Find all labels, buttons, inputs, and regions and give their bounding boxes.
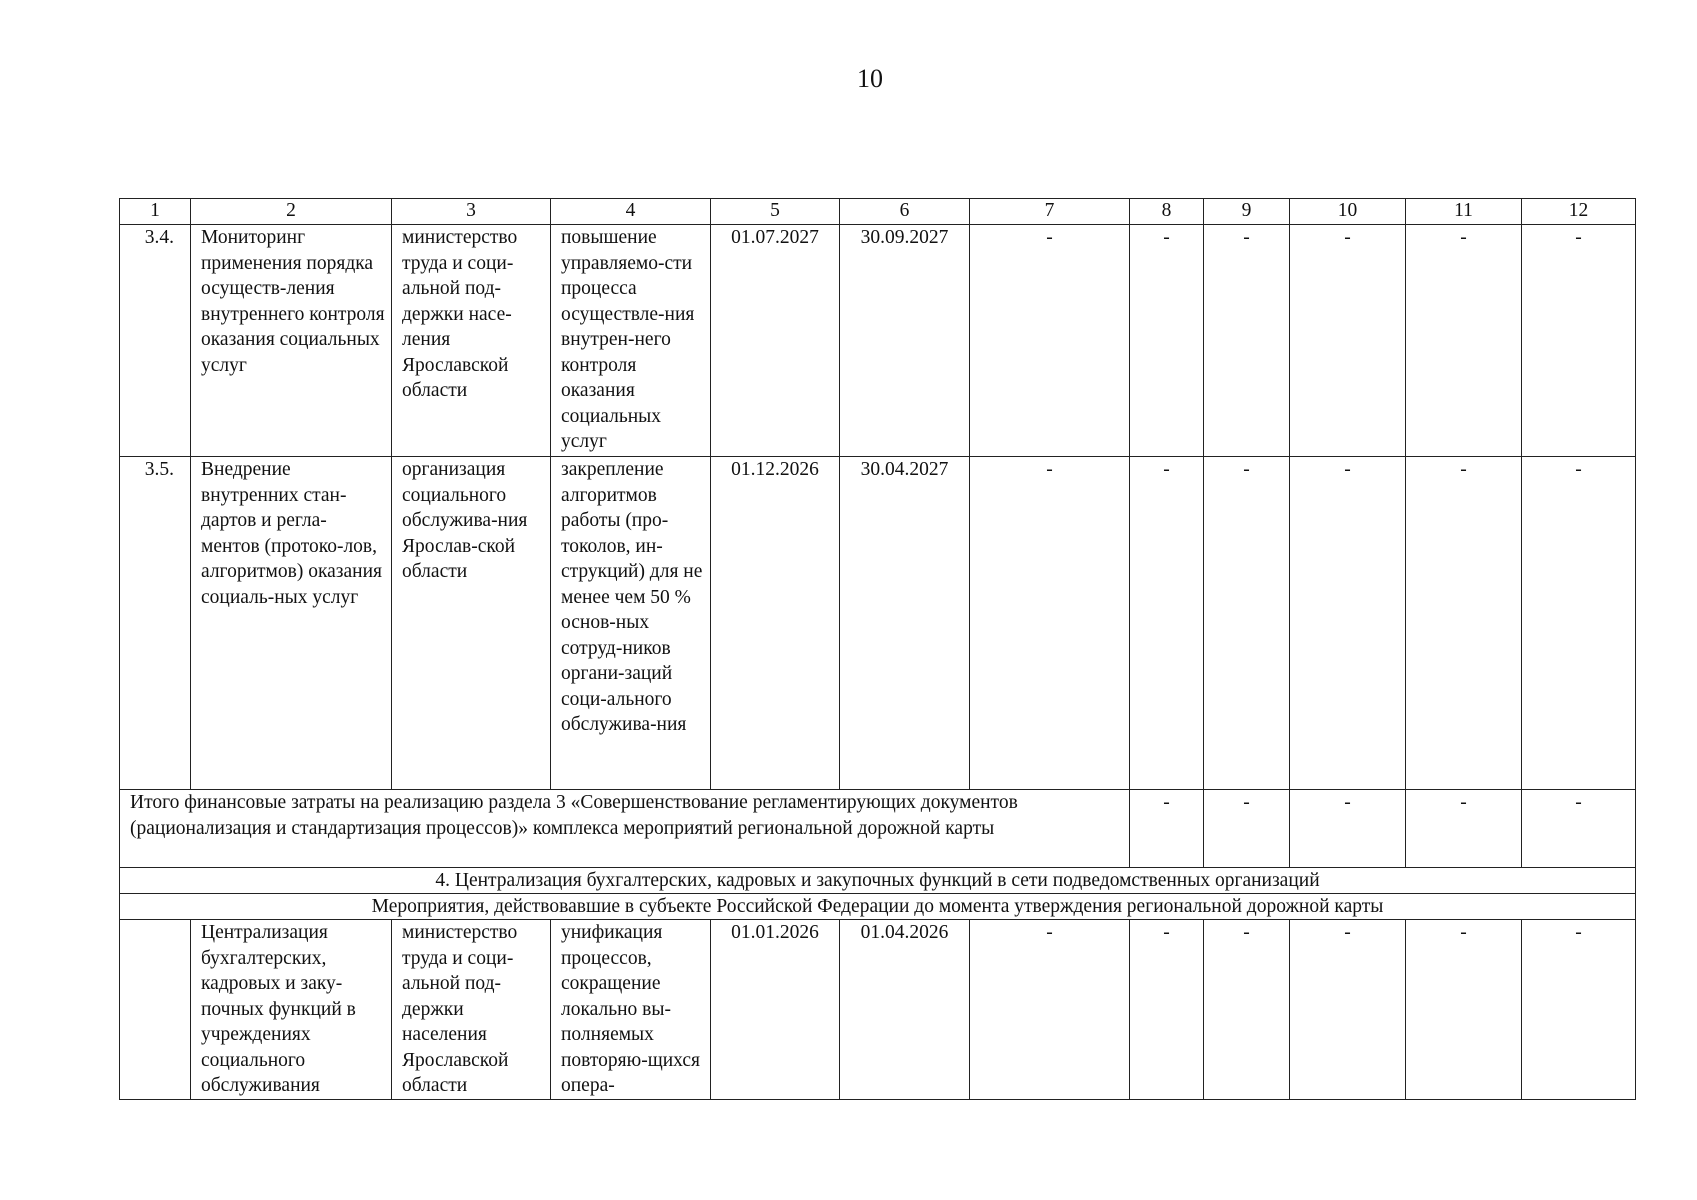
cost-cell: - [1204,920,1290,1100]
subsection-title: Мероприятия, действовавшие в субъекте Российской Федерации до момента утверждения региональной дорожной карты [120,894,1636,920]
total-label: Итого финансовые затраты на реализацию раздела 3 «Совершенствование регламентирующих документов (рационализация и стандартизация процессов)» комплекса мероприятий региональной дорожной карты [120,790,1130,868]
cost-cell: - [1204,225,1290,457]
cost-cell: - [1290,790,1406,868]
column-number: 8 [1130,199,1204,225]
column-number: 11 [1406,199,1522,225]
column-number: 6 [840,199,970,225]
row-number: 3.4. [120,225,191,457]
row-number: 3.5. [120,457,191,790]
responsible-cell: министерство труда и соци-альной под-держки насе-ления Ярославской области [392,225,551,457]
cost-cell: - [1406,225,1522,457]
cost-cell: - [1290,920,1406,1100]
total-row [120,790,1636,868]
cost-cell: - [1290,457,1406,790]
end-date-cell: 01.04.2026 [840,920,970,1100]
cost-cell: - [1130,920,1204,1100]
result-cell: повышение управляемо-сти процесса осуществле-ния внутрен-него контроля оказания социальных услуг [551,225,711,457]
cost-cell: - [1130,457,1204,790]
cost-cell: - [1406,790,1522,868]
section-title: 4. Централизация бухгалтерских, кадровых и закупочных функций в сети подведомственных организаций [120,868,1636,894]
column-number-row [120,199,1636,225]
cost-cell: - [1522,920,1636,1100]
cost-cell: - [1204,790,1290,868]
column-number: 2 [191,199,392,225]
cost-cell: - [1290,225,1406,457]
cost-cell: - [970,920,1130,1100]
cost-cell: - [1406,457,1522,790]
column-number: 7 [970,199,1130,225]
subsection-heading-row [120,894,1636,920]
result-cell: унификация процессов, сокращение локально вы-полняемых повторяю-щихся опера- [551,920,711,1100]
table-row [120,920,1636,1100]
responsible-cell: министерство труда и соци-альной под-держки населения Ярославской области [392,920,551,1100]
cost-cell: - [1130,225,1204,457]
row-number [120,920,191,1100]
roadmap-table [119,198,1636,1100]
cost-cell: - [1522,790,1636,868]
column-number: 12 [1522,199,1636,225]
measure-cell: Внедрение внутренних стан-дартов и регла-ментов (протоко-лов, алгоритмов) оказания социаль-ных услуг [191,457,392,790]
column-number: 9 [1204,199,1290,225]
result-cell: закрепление алгоритмов работы (про-токолов, ин-струкций) для не менее чем 50 % основ-ных сотруд-ников органи-заций соци-ального обслужива-ния [551,457,711,790]
cost-cell: - [970,225,1130,457]
start-date-cell: 01.01.2026 [711,920,840,1100]
table-row [120,225,1636,457]
cost-cell: - [1522,225,1636,457]
section-heading-row [120,868,1636,894]
page-number: 10 [857,64,883,93]
column-number: 3 [392,199,551,225]
cost-cell: - [1130,790,1204,868]
cost-cell: - [1522,457,1636,790]
start-date-cell: 01.07.2027 [711,225,840,457]
end-date-cell: 30.09.2027 [840,225,970,457]
column-number: 5 [711,199,840,225]
responsible-cell: организация социального обслужива-ния Ярослав-ской области [392,457,551,790]
cost-cell: - [1406,920,1522,1100]
column-number: 4 [551,199,711,225]
column-number: 1 [120,199,191,225]
cost-cell: - [970,457,1130,790]
start-date-cell: 01.12.2026 [711,457,840,790]
end-date-cell: 30.04.2027 [840,457,970,790]
measure-cell: Мониторинг применения порядка осуществ-ления внутреннего контроля оказания социальных услуг [191,225,392,457]
column-number: 10 [1290,199,1406,225]
measure-cell: Централизация бухгалтерских, кадровых и заку-почных функций в учреждениях социального обслуживания [191,920,392,1100]
cost-cell: - [1204,457,1290,790]
table-row [120,457,1636,790]
